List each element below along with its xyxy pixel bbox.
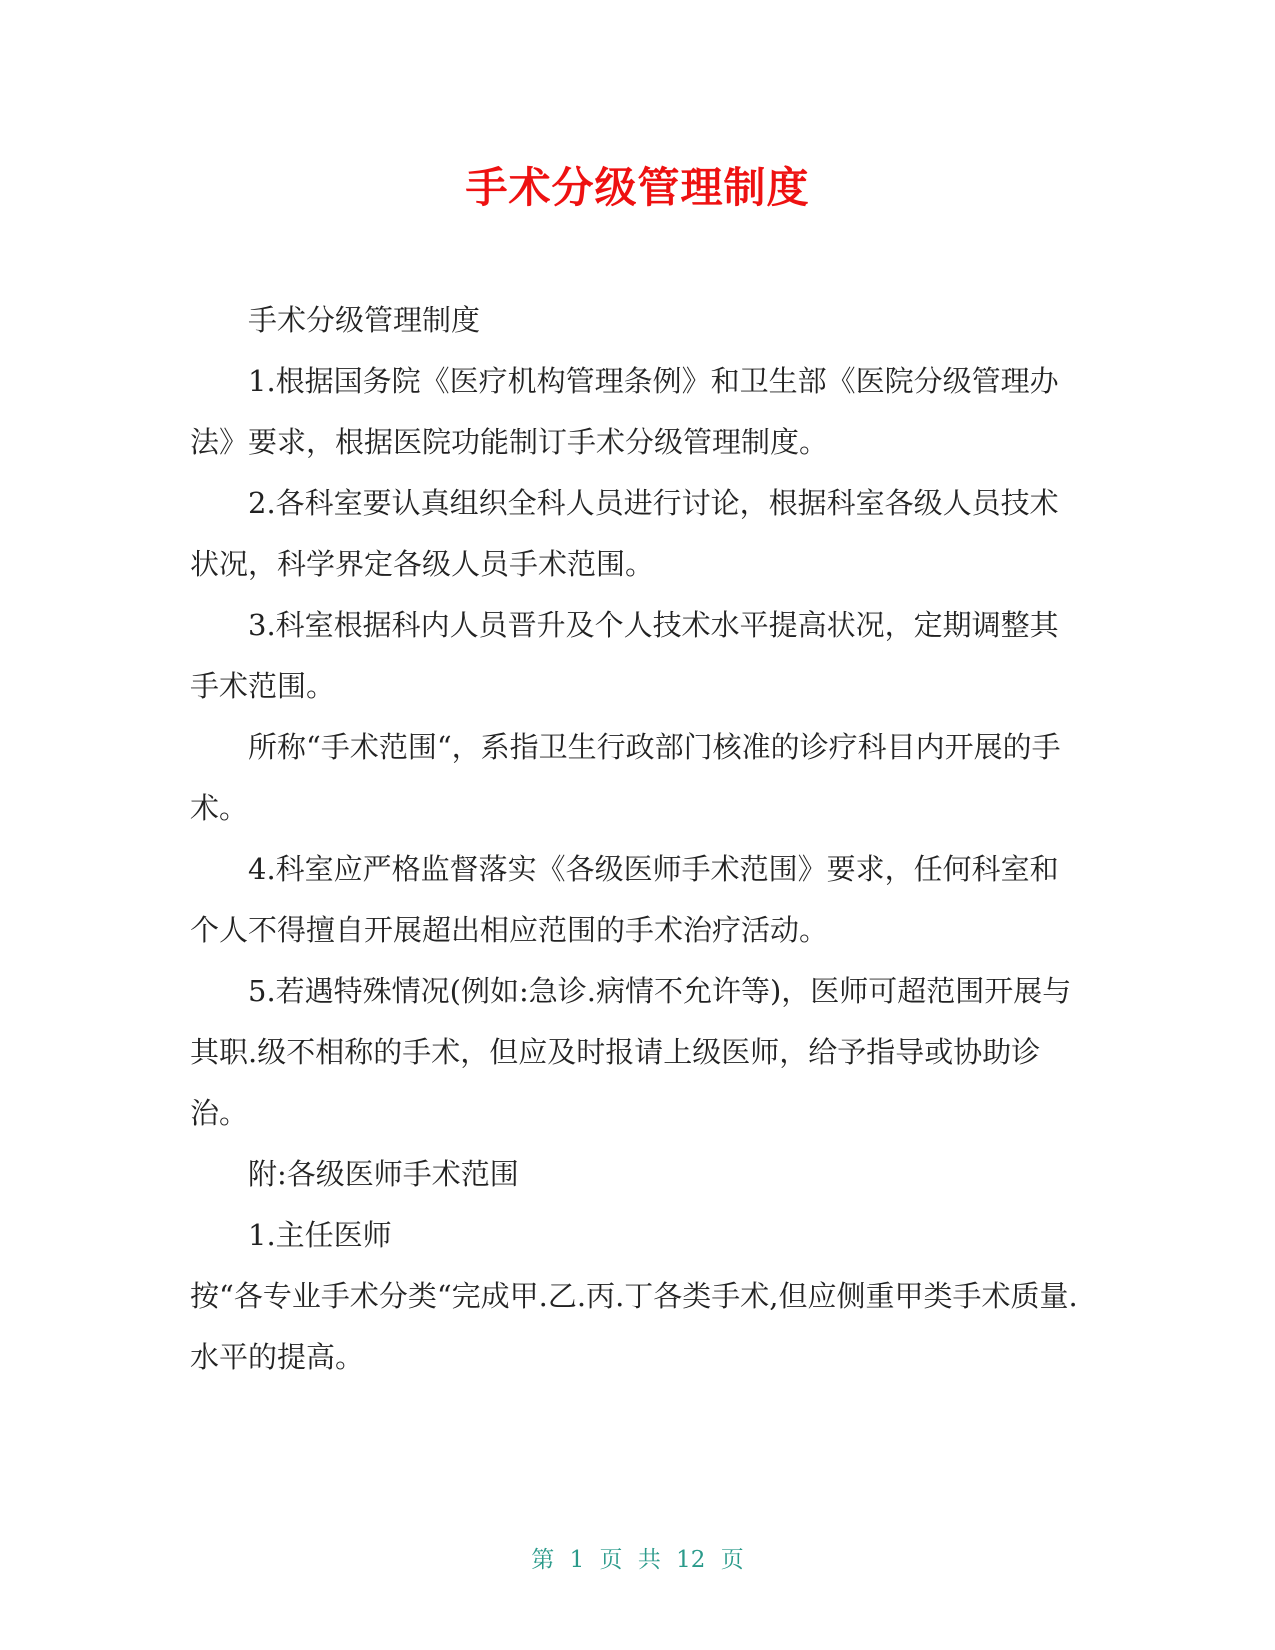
document-body <box>190 290 1080 1388</box>
paragraph-heading: 手术分级管理制度 <box>248 303 481 337</box>
paragraph-item-3: 3.科室根据科内人员晋升及个人技术水平提高状况，定期调整其手术范围。 <box>190 608 1059 703</box>
paragraph-chief-physician: 1.主任医师 <box>248 1218 392 1252</box>
paragraph-chief-physician-scope: 按“各专业手术分类“完成甲.乙.丙.丁各类手术,但应侧重甲类手术质量.水平的提高。 <box>190 1279 1078 1374</box>
document-title: 手术分级管理制度 <box>465 163 810 212</box>
paragraph-appendix-heading: 附:各级医师手术范围 <box>248 1157 519 1191</box>
paragraph-item-4: 4.科室应严格监督落实《各级医师手术范围》要求，任何科室和个人不得擅自开展超出相应范围的手术治疗活动。 <box>190 852 1059 947</box>
paragraph-scope-definition: 所称“手术范围“，系指卫生行政部门核准的诊疗科目内开展的手术。 <box>190 730 1061 825</box>
paragraph-item-2: 2.各科室要认真组织全科人员进行讨论，根据科室各级人员技术状况，科学界定各级人员手术范围。 <box>190 486 1059 581</box>
page-footer: 第 1 页 共 12 页 <box>531 1547 744 1573</box>
paragraph-item-1: 1.根据国务院《医疗机构管理条例》和卫生部《医院分级管理办法》要求，根据医院功能制订手术分级管理制度。 <box>190 364 1059 459</box>
paragraph-item-5: 5.若遇特殊情况(例如:急诊.病情不允许等)，医师可超范围开展与其职.级不相称的手术，但应及时报请上级医师，给予指导或协助诊治。 <box>190 974 1072 1130</box>
